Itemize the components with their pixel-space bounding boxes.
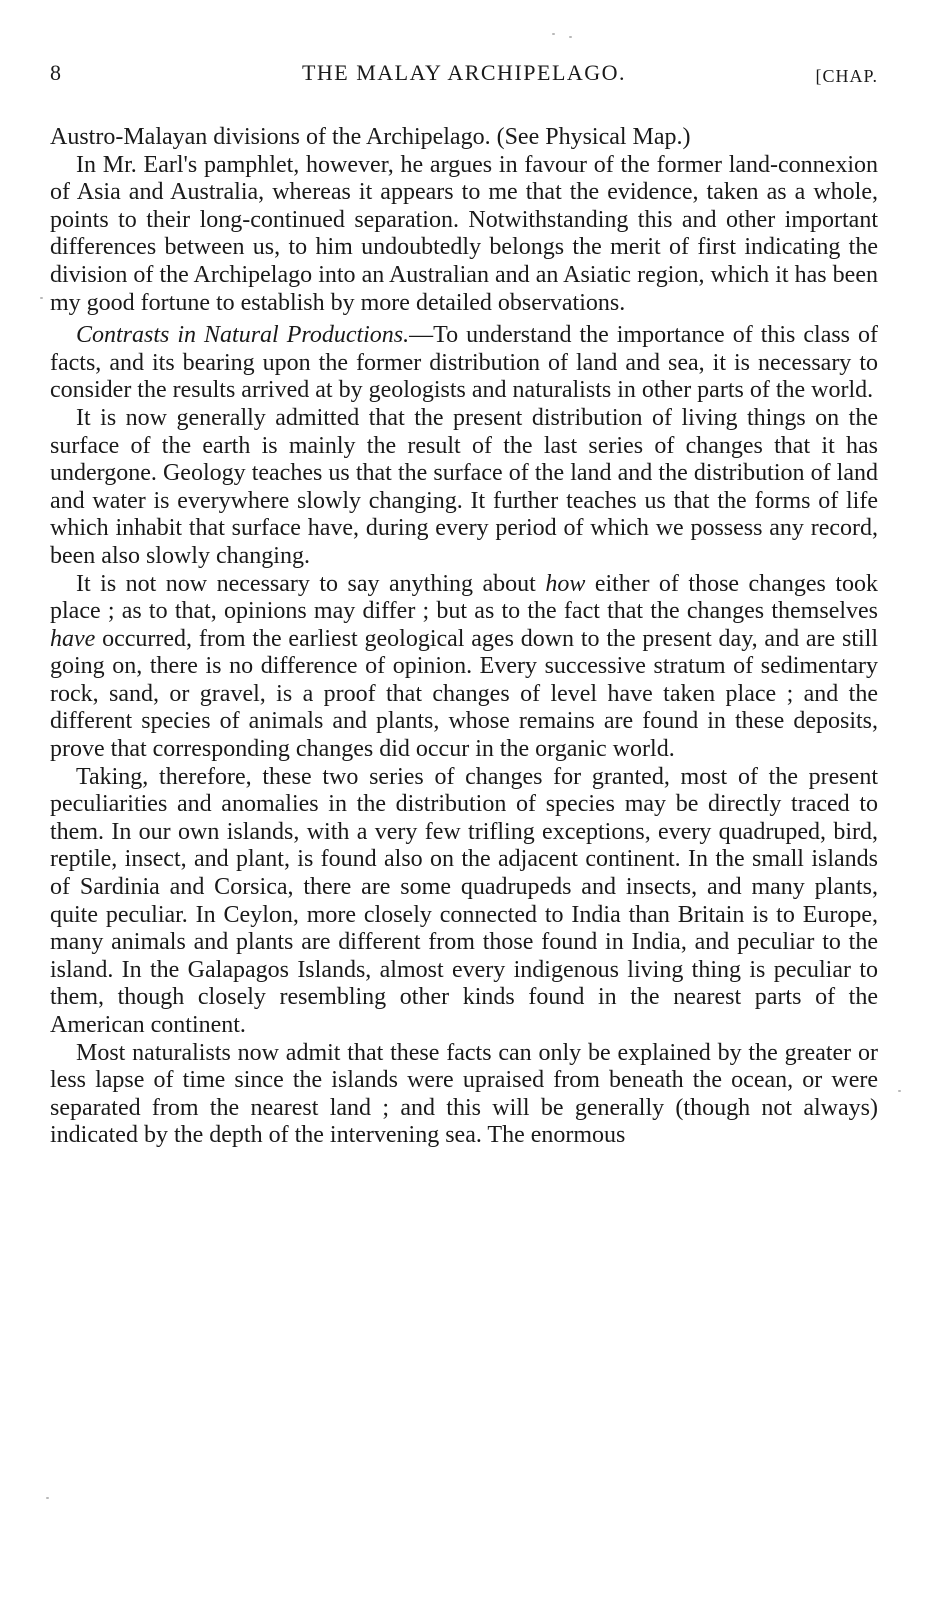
paragraph-changes-part3: occurred, from the earliest geological ages down to the present day, and are still going on, there is no difference of opinion. Every successive stratum of sedimentary rock, sand, or gravel, is a proof that changes of level have taken place ; and the different species of animals and plants, whose remains are found in these deposits, prove that corresponding changes did occur in the organic world. bbox=[50, 625, 878, 763]
paragraph-changes bbox=[50, 571, 878, 764]
scan-speck bbox=[569, 36, 572, 38]
emphasis-have: have bbox=[50, 625, 96, 652]
paragraph-changes-part1: It is not now necessary to say anything about bbox=[76, 570, 546, 597]
scan-speck bbox=[40, 297, 43, 299]
body-text bbox=[50, 124, 878, 1150]
running-head bbox=[50, 60, 878, 94]
scan-speck bbox=[552, 33, 555, 35]
paragraph-distribution: It is now generally admitted that the present distribution of living things on the surface of the earth is mainly the result of the last series of changes that it has undergone. Geology teaches us that the surface of the land and the distribution of land and water is everywhere slowly changing. It further teaches us that the forms of life which inhabit that surface have, during every period of which we possess any record, been also slowly changing. bbox=[50, 404, 878, 569]
scan-speck bbox=[898, 1090, 901, 1092]
running-title: THE MALAY ARCHIPELAGO. bbox=[301, 60, 627, 85]
emphasis-how: how bbox=[545, 570, 586, 597]
paragraph-earl-pamphlet: In Mr. Earl's pamphlet, however, he argues in favour of the former land-connexion of Asia and Australia, whereas it appears to me that the evidence, taken as a whole, points to their long-continued separation. Notwithstanding this and other important differences between us, to him undoubtedly belongs the merit of first indicating the division of the Archipelago into an Australian and an Asiatic region, which it has been my good fortune to establish by more detailed observations. bbox=[50, 151, 878, 316]
paragraph-islands: Taking, therefore, these two series of changes for granted, most of the present peculiarities and anomalies in the distribution of species may be directly traced to them. In our own islands, with a very few trifling exceptions, every quadruped, bird, reptile, insect, and plant, is found also on the adjacent continent. In the small islands of Sardinia and Corsica, there are some quadrupeds and insects, and many plants, quite peculiar. In Ceylon, more closely connected to India than Britain is to Europe, many animals and plants are different from those found in India, and peculiar to the island. In the Galapagos Islands, almost every indigenous living thing is peculiar to them, though closely resembling other kinds found in the nearest parts of the American continent. bbox=[50, 763, 878, 1038]
paragraph-changes-part2: either of those changes took place ; as to that, opinions may differ ; but as to the fact that the changes themselves bbox=[50, 570, 879, 625]
chapter-mark: [CHAP. bbox=[815, 66, 878, 86]
scan-speck bbox=[46, 1497, 49, 1499]
paragraph-naturalists: Most naturalists now admit that these facts can only be explained by the greater or less lapse of time since the islands were upraised from beneath the ocean, or were separated from the nearest land ; and this will be generally (though not always) indicated by the depth of the intervening sea. The enormous bbox=[50, 1039, 878, 1149]
section-heading: Contrasts in Natural Productions. bbox=[76, 322, 410, 349]
paragraph-continuation: Austro-Malayan divisions of the Archipelago. (See Physical Map.) bbox=[50, 124, 691, 150]
paragraph-contrasts-text: —To understand the importance of this class of facts, and its bearing upon the former distribution of land and sea, it is necessary to consider the results arrived at by geologists and naturalists in other parts of the world. bbox=[50, 322, 879, 404]
paragraph-contrasts bbox=[50, 322, 878, 405]
page-number: 8 bbox=[50, 60, 62, 85]
